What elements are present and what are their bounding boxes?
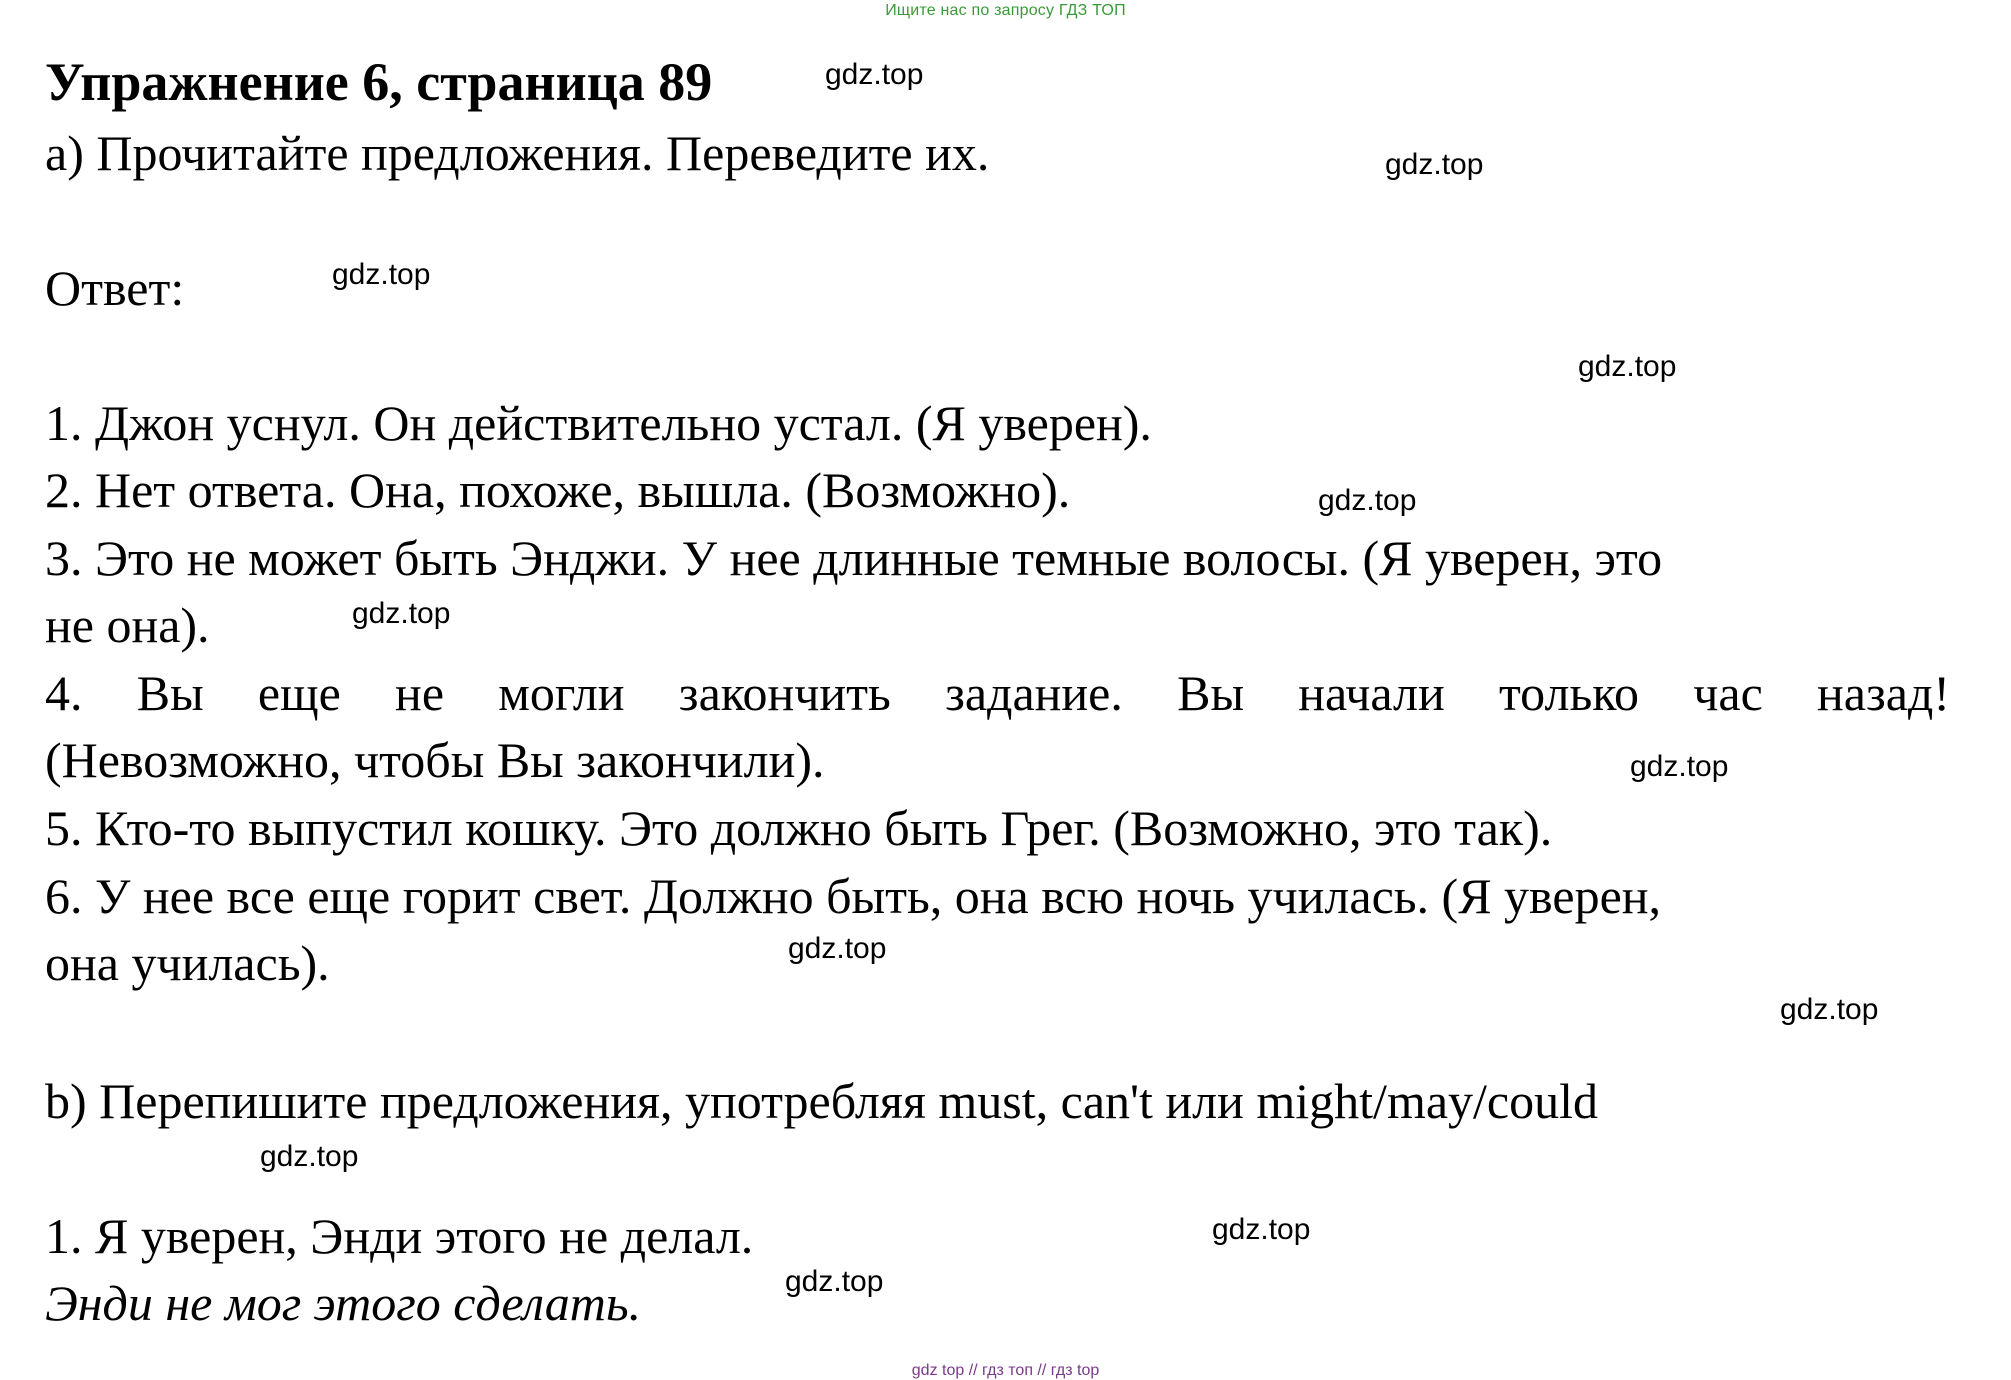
watermark: gdz.top xyxy=(1630,750,1729,783)
watermark: gdz.top xyxy=(785,1265,884,1298)
answer-line-6a: 6. У нее все еще горит свет. Должно быть, она всю ночь училась. (Я уверен, xyxy=(45,868,1662,924)
watermark: gdz.top xyxy=(1318,484,1417,517)
answer-line-5: 5. Кто-то выпустил кошку. Это должно быть Грег. (Возможно, это так). xyxy=(45,800,1553,856)
watermark: gdz.top xyxy=(352,597,451,630)
page-title: Упражнение 6, страница 89 xyxy=(45,52,713,112)
part-b-item-1: 1. Я уверен, Энди этого не делал. xyxy=(45,1208,754,1264)
watermark: gdz.top xyxy=(332,258,431,291)
footer-watermark: gdz top // гдз топ // гдз top xyxy=(911,1362,1100,1379)
answer-label: Ответ: xyxy=(45,260,185,316)
part-b-answer-1: Энди не мог этого сделать. xyxy=(45,1275,642,1331)
part-a-instruction: a) Прочитайте предложения. Переведите их. xyxy=(45,125,990,181)
part-b-instruction: b) Перепишите предложения, употребляя must, can't или might/may/could xyxy=(45,1073,1599,1129)
answer-line-6b: она училась). xyxy=(45,935,330,991)
answer-line-3b: не она). xyxy=(45,597,210,653)
watermark: gdz.top xyxy=(1578,350,1677,383)
answer-line-2: 2. Нет ответа. Она, похоже, вышла. (Возможно). xyxy=(45,462,1071,518)
answer-line-3a: 3. Это не может быть Энджи. У нее длинные темные волосы. (Я уверен, это xyxy=(45,530,1663,586)
answer-line-4b: (Невозможно, чтобы Вы закончили). xyxy=(45,732,825,788)
watermark: gdz.top xyxy=(260,1140,359,1173)
answer-line-4a: 4. Вы еще не могли закончить задание. Вы начали только час назад! xyxy=(45,665,1950,721)
watermark: gdz.top xyxy=(1385,148,1484,181)
watermark: gdz.top xyxy=(788,932,887,965)
watermark: gdz.top xyxy=(1780,993,1879,1026)
watermark: gdz.top xyxy=(1212,1213,1311,1246)
watermark: gdz.top xyxy=(825,58,924,91)
answer-line-1: 1. Джон уснул. Он действительно устал. (Я уверен). xyxy=(45,395,1152,451)
top-banner: Ищите нас по запросу ГДЗ ТОП xyxy=(885,2,1126,19)
